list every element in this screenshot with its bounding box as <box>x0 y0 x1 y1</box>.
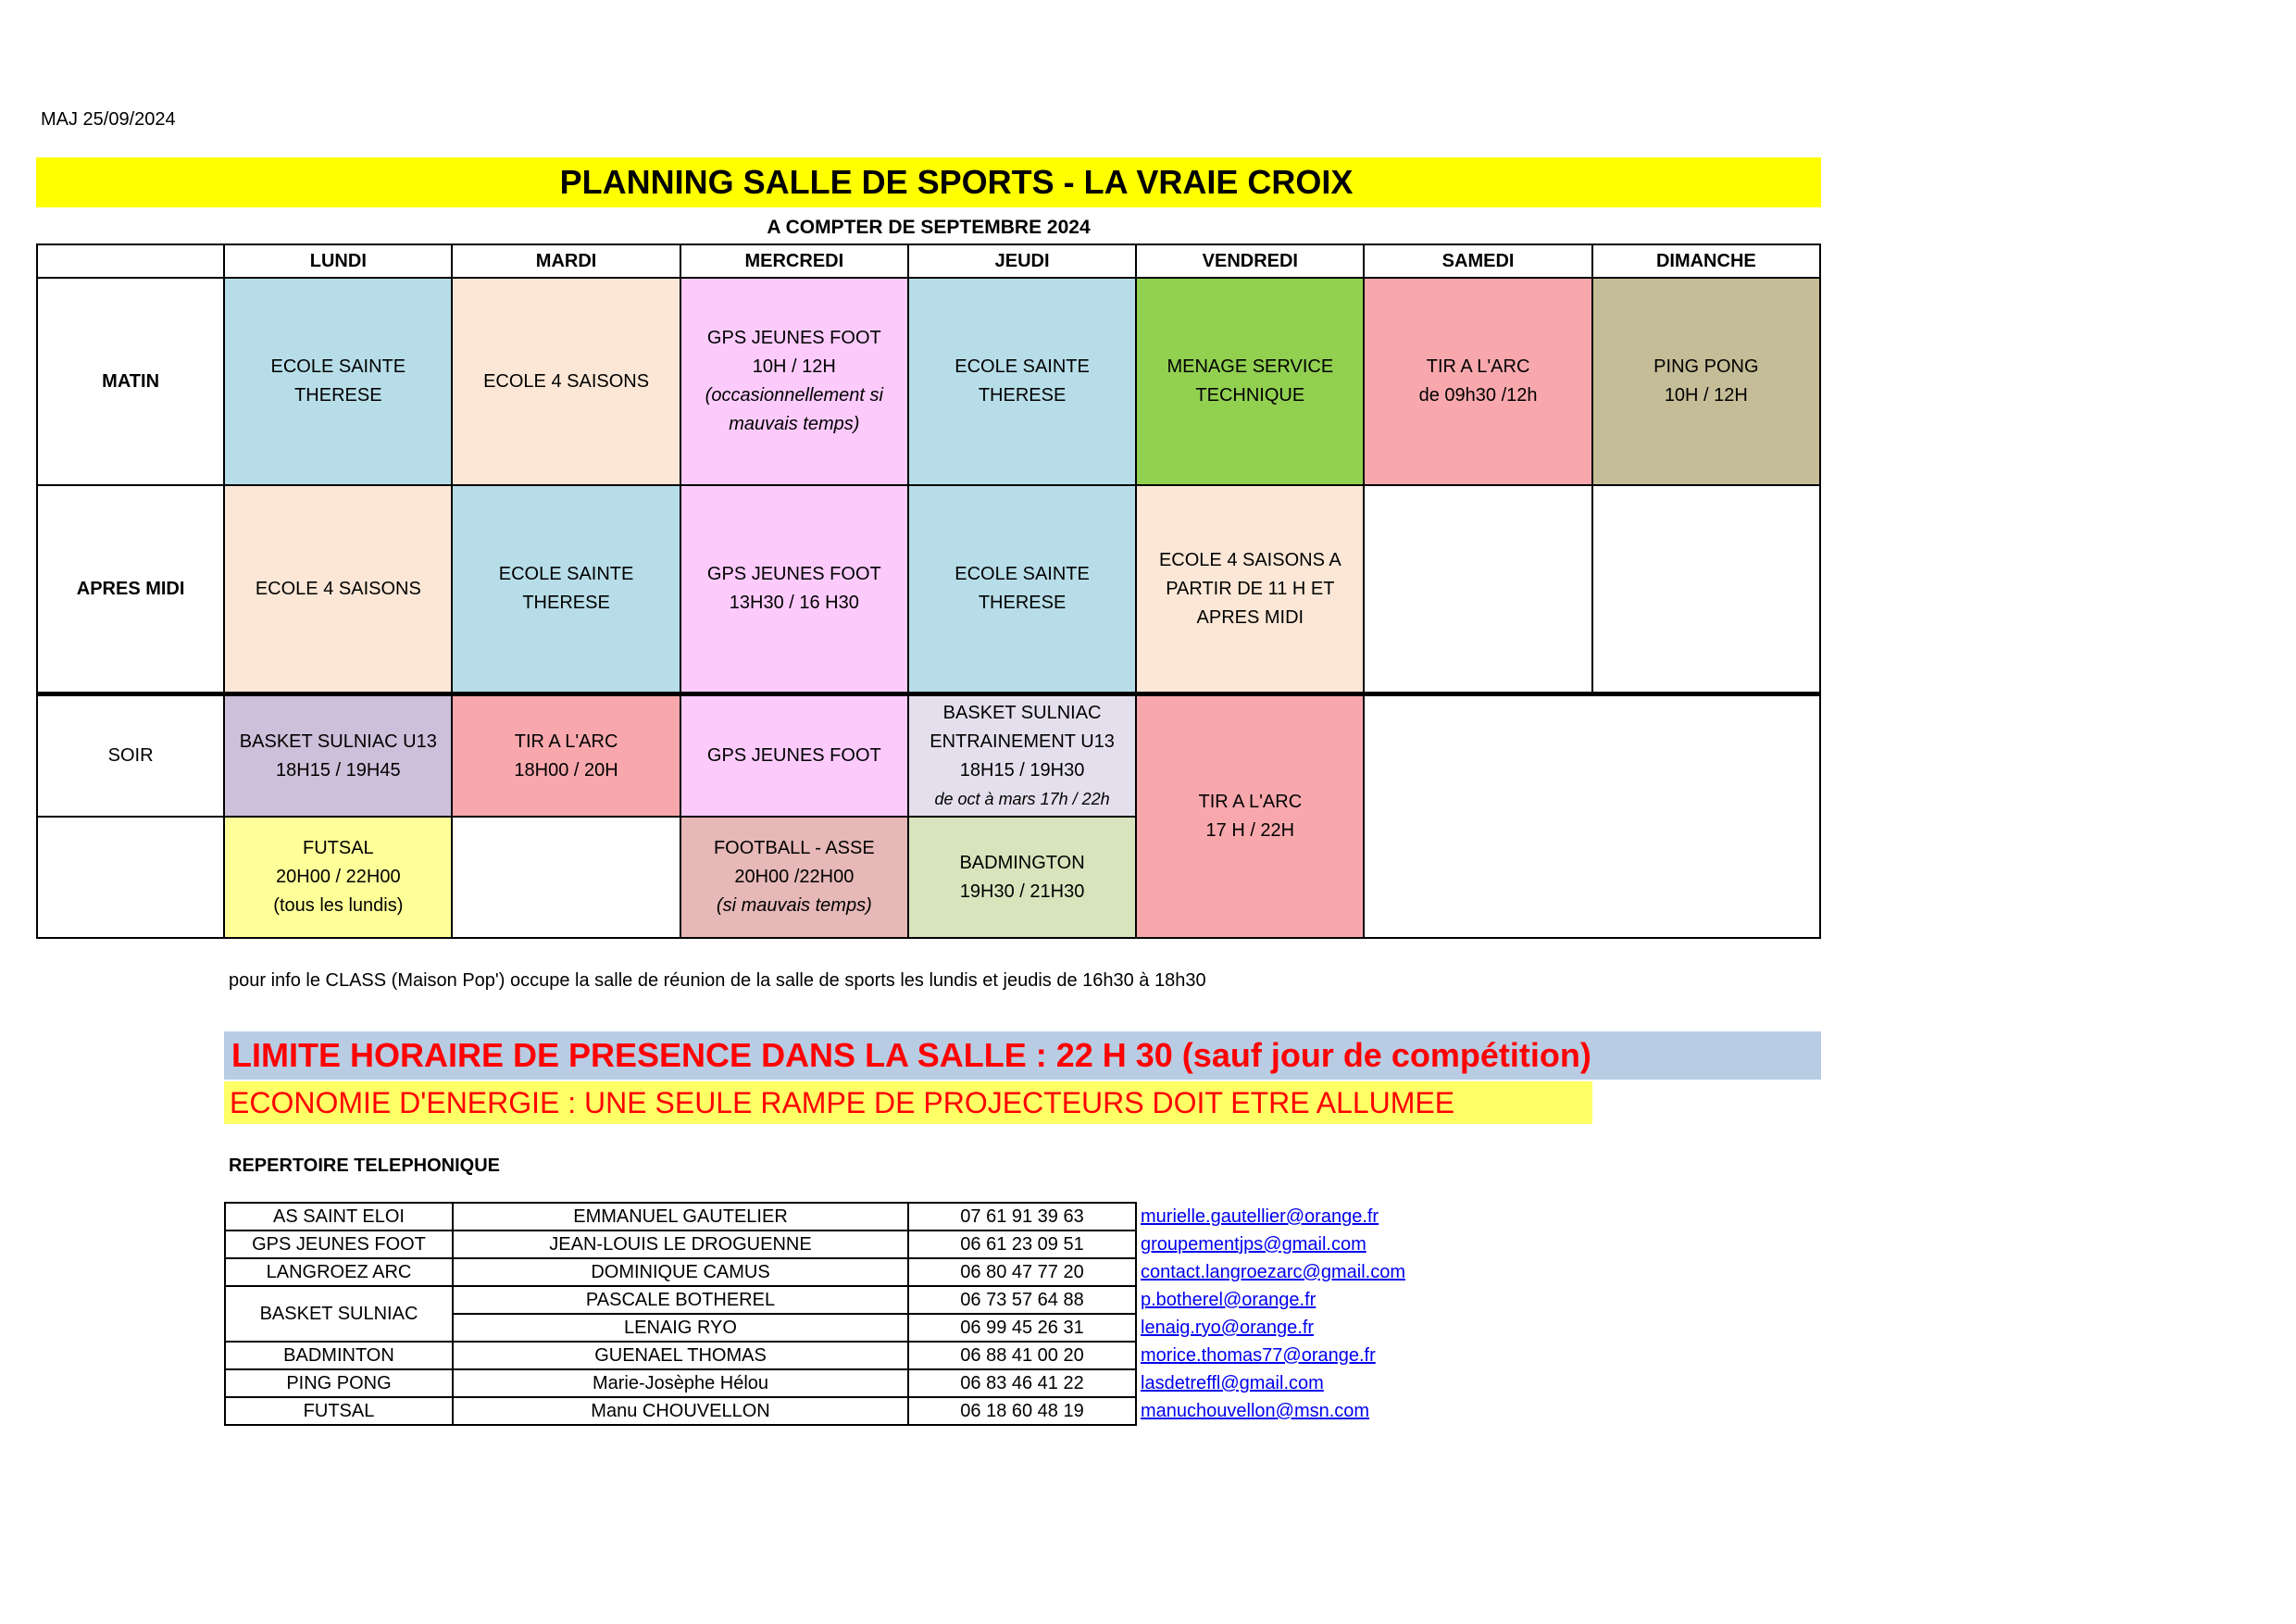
schedule-row-evening-1 <box>37 694 1820 818</box>
directory-row <box>225 1230 1506 1258</box>
contact-name: DOMINIQUE CAMUS <box>453 1258 908 1286</box>
day-header: JEUDI <box>908 244 1136 278</box>
slot-line: 18H00 / 20H <box>514 759 618 781</box>
phone-number: 06 99 45 26 31 <box>908 1314 1136 1342</box>
directory-row <box>225 1286 1506 1314</box>
slot-line: 10H / 12H <box>1664 385 1748 406</box>
slot-samedi-afternoon <box>1364 485 1591 694</box>
slot-line: PARTIR DE 11 H ET <box>1166 578 1335 599</box>
slot-jeudi-afternoon: ECOLE SAINTE THERESE <box>908 485 1136 694</box>
email-link[interactable]: p.botherel@orange.fr <box>1141 1290 1316 1310</box>
slot-line: TIR A L'ARC <box>1198 792 1303 812</box>
info-note: pour info le CLASS (Maison Pop') occupe la salle de réunion de la salle de sports les lundis et jeudis de 16h30 à 18h30 <box>229 970 1206 991</box>
day-header: SAMEDI <box>1364 244 1591 278</box>
slot-line: TIR A L'ARC <box>514 731 618 752</box>
phone-number: 06 18 60 48 19 <box>908 1397 1136 1425</box>
slot-line: GPS JEUNES FOOT <box>706 564 881 584</box>
slot-line: FUTSAL <box>302 838 374 858</box>
slot-lundi-evening-2 <box>224 817 452 938</box>
slot-samedi-morning <box>1364 278 1591 485</box>
slot-lundi-evening-1 <box>224 694 452 818</box>
slot-vendredi-afternoon <box>1136 485 1364 694</box>
email-link[interactable]: morice.thomas77@orange.fr <box>1141 1345 1376 1366</box>
phone-number: 06 61 23 09 51 <box>908 1230 1136 1258</box>
slot-line: de 09h30 /12h <box>1418 385 1538 406</box>
slot-line: TIR A L'ARC <box>1426 356 1530 377</box>
slot-line: 20H00 /22H00 <box>734 867 855 887</box>
slot-weekend-evening <box>1364 694 1820 939</box>
phone-number: 06 73 57 64 88 <box>908 1286 1136 1314</box>
slot-mardi-evening-2 <box>452 817 680 938</box>
update-date: MAJ 25/09/2024 <box>41 109 176 130</box>
directory-row <box>225 1258 1506 1286</box>
slot-lundi-morning: ECOLE SAINTE THERESE <box>224 278 452 485</box>
slot-jeudi-evening-2 <box>908 817 1136 938</box>
slot-jeudi-evening-1 <box>908 694 1136 818</box>
club-name: BADMINTON <box>225 1342 453 1369</box>
email-link[interactable]: lasdetreffl@gmail.com <box>1141 1373 1324 1393</box>
slot-mercredi-evening-2 <box>680 817 908 938</box>
slot-line: ECOLE 4 SAISONS A <box>1158 549 1341 570</box>
slot-line: 20H00 / 22H00 <box>276 867 401 887</box>
slot-line: 17 H / 22H <box>1205 820 1295 841</box>
slot-vendredi-evening <box>1136 694 1364 939</box>
contact-name: GUENAEL THOMAS <box>453 1342 908 1369</box>
directory-title: REPERTOIRE TELEPHONIQUE <box>229 1156 501 1176</box>
directory-row <box>225 1342 1506 1369</box>
time-limit-banner: LIMITE HORAIRE DE PRESENCE DANS LA SALLE : 22 H 30 (sauf jour de compétition) <box>224 1031 1821 1080</box>
header-corner <box>37 244 224 278</box>
contact-name: JEAN-LOUIS LE DROGUENNE <box>453 1230 908 1258</box>
slot-dimanche-morning <box>1592 278 1820 485</box>
directory-row <box>225 1203 1506 1230</box>
slot-mardi-evening-1 <box>452 694 680 818</box>
slot-note: de oct à mars 17h / 22h <box>934 789 1110 808</box>
club-name: LANGROEZ ARC <box>225 1258 453 1286</box>
phone-number: 07 61 91 39 63 <box>908 1203 1136 1230</box>
slot-line: 19H30 / 21H30 <box>959 881 1085 902</box>
slot-line: ENTRAINEMENT U13 <box>930 731 1115 752</box>
day-header: VENDREDI <box>1136 244 1364 278</box>
slot-mercredi-morning <box>680 278 908 485</box>
phone-number: 06 88 41 00 20 <box>908 1342 1136 1369</box>
page-subtitle: A COMPTER DE SEPTEMBRE 2024 <box>767 217 1091 238</box>
phone-directory <box>224 1202 1507 1426</box>
directory-row <box>225 1397 1506 1425</box>
slot-line: MENAGE SERVICE <box>1167 356 1334 377</box>
slot-dimanche-afternoon <box>1592 485 1820 694</box>
slot-line: FOOTBALL - ASSE <box>713 838 875 858</box>
schedule-table <box>36 244 1821 939</box>
slot-line: GPS JEUNES FOOT <box>706 328 881 348</box>
slot-note: (occasionnellement si mauvais temps) <box>705 385 883 434</box>
slot-line: PING PONG <box>1653 356 1759 377</box>
day-header: MARDI <box>452 244 680 278</box>
slot-line: TECHNIQUE <box>1195 385 1305 406</box>
slot-note: (si mauvais temps) <box>716 895 872 916</box>
schedule-row-afternoon <box>37 485 1820 694</box>
schedule-header-row <box>37 244 1820 278</box>
energy-saving-banner: ECONOMIE D'ENERGIE : UNE SEULE RAMPE DE PROJECTEURS DOIT ETRE ALLUMEE <box>224 1081 1592 1124</box>
slot-lundi-afternoon: ECOLE 4 SAISONS <box>224 485 452 694</box>
title-banner <box>36 157 1821 207</box>
slot-mardi-morning: ECOLE 4 SAISONS <box>452 278 680 485</box>
schedule-row-morning <box>37 278 1820 485</box>
club-name: AS SAINT ELOI <box>225 1203 453 1230</box>
slot-line: 13H30 / 16 H30 <box>729 593 859 613</box>
club-name: FUTSAL <box>225 1397 453 1425</box>
period-label-evening: SOIR <box>37 694 224 818</box>
contact-name: PASCALE BOTHEREL <box>453 1286 908 1314</box>
slot-line: (tous les lundis) <box>273 895 404 916</box>
slot-line: BADMINGTON <box>959 852 1085 873</box>
phone-number: 06 83 46 41 22 <box>908 1369 1136 1397</box>
slot-line: APRES MIDI <box>1196 606 1304 628</box>
contact-name: Marie-Josèphe Hélou <box>453 1369 908 1397</box>
page-title: PLANNING SALLE DE SPORTS - LA VRAIE CROIX <box>559 163 1354 201</box>
contact-name: Manu CHOUVELLON <box>453 1397 908 1425</box>
club-name: GPS JEUNES FOOT <box>225 1230 453 1258</box>
day-header: MERCREDI <box>680 244 908 278</box>
slot-vendredi-morning <box>1136 278 1364 485</box>
day-header: DIMANCHE <box>1592 244 1820 278</box>
slot-line: BASKET SULNIAC <box>942 702 1102 723</box>
email-link[interactable]: murielle.gautellier@orange.fr <box>1141 1206 1379 1227</box>
slot-line: 18H15 / 19H45 <box>276 759 401 781</box>
email-link[interactable]: manuchouvellon@msn.com <box>1141 1401 1370 1421</box>
club-name: BASKET SULNIAC <box>225 1286 453 1342</box>
slot-mercredi-evening-1: GPS JEUNES FOOT <box>680 694 908 818</box>
slot-mardi-afternoon: ECOLE SAINTE THERESE <box>452 485 680 694</box>
club-name: PING PONG <box>225 1369 453 1397</box>
contact-name: EMMANUEL GAUTELIER <box>453 1203 908 1230</box>
email-link[interactable]: lenaig.ryo@orange.fr <box>1141 1318 1315 1338</box>
slot-line: BASKET SULNIAC U13 <box>239 731 437 752</box>
slot-jeudi-morning: ECOLE SAINTE THERESE <box>908 278 1136 485</box>
period-label-afternoon: APRES MIDI <box>37 485 224 694</box>
slot-mercredi-afternoon <box>680 485 908 694</box>
directory-row <box>225 1369 1506 1397</box>
contact-name: LENAIG RYO <box>453 1314 908 1342</box>
phone-number: 06 80 47 77 20 <box>908 1258 1136 1286</box>
email-link[interactable]: contact.langroezarc@gmail.com <box>1141 1262 1405 1282</box>
slot-line: 18H15 / 19H30 <box>959 759 1085 781</box>
email-link[interactable]: groupementjps@gmail.com <box>1141 1234 1366 1255</box>
slot-line: 10H / 12H <box>752 356 836 377</box>
period-label-empty <box>37 817 224 938</box>
period-label-morning: MATIN <box>37 278 224 485</box>
day-header: LUNDI <box>224 244 452 278</box>
